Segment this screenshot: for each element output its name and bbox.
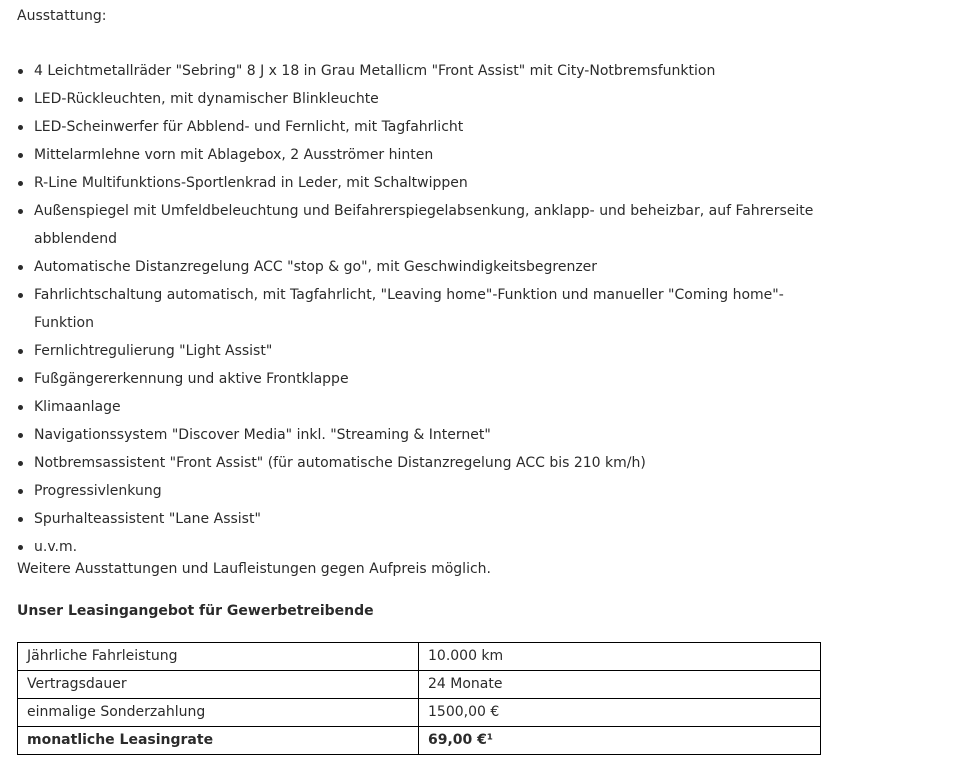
feature-item bbox=[17, 477, 826, 505]
bullet-icon bbox=[18, 97, 23, 102]
table-cell-label: Vertragsdauer bbox=[18, 671, 419, 699]
bullet-icon bbox=[18, 69, 23, 74]
bullet-icon bbox=[18, 293, 23, 298]
feature-text: Notbremsassistent "Front Assist" (für automatische Distanzregelung ACC bis 210 km/h) bbox=[34, 455, 646, 471]
bullet-icon bbox=[18, 461, 23, 466]
table-cell-value: 69,00 €¹ bbox=[419, 727, 821, 755]
feature-text: Automatische Distanzregelung ACC "stop & go", mit Geschwindigkeitsbegrenzer bbox=[34, 259, 598, 275]
feature-item bbox=[17, 85, 826, 113]
bullet-icon bbox=[18, 377, 23, 382]
bullet-icon bbox=[18, 405, 23, 410]
feature-item bbox=[17, 197, 826, 253]
feature-item bbox=[17, 113, 826, 141]
feature-text: Navigationssystem "Discover Media" inkl. "Streaming & Internet" bbox=[34, 427, 491, 443]
leasing-table bbox=[17, 642, 821, 755]
bullet-icon bbox=[18, 265, 23, 270]
feature-text: LED-Rückleuchten, mit dynamischer Blinkleuchte bbox=[34, 91, 379, 107]
bullet-icon bbox=[18, 433, 23, 438]
feature-item bbox=[17, 393, 826, 421]
table-cell-label: monatliche Leasingrate bbox=[18, 727, 419, 755]
feature-text: Außenspiegel mit Umfeldbeleuchtung und Beifahrerspiegelabsenkung, anklapp- und beheizbar, auf Fahrerseite abblendend bbox=[34, 203, 814, 247]
feature-item bbox=[17, 505, 826, 533]
feature-text: Fernlichtregulierung "Light Assist" bbox=[34, 343, 273, 359]
bullet-icon bbox=[18, 349, 23, 354]
feature-item bbox=[17, 449, 826, 477]
feature-item bbox=[17, 57, 826, 85]
table-row bbox=[18, 671, 821, 699]
extra-equipment-note: Weitere Ausstattungen und Laufleistungen gegen Aufpreis möglich. bbox=[17, 561, 491, 577]
table-cell-label: einmalige Sonderzahlung bbox=[18, 699, 419, 727]
spacer bbox=[17, 27, 917, 57]
feature-item bbox=[17, 533, 826, 561]
feature-item bbox=[17, 253, 826, 281]
feature-text: Spurhalteassistent "Lane Assist" bbox=[34, 511, 261, 527]
table-row bbox=[18, 699, 821, 727]
feature-text: Mittelarmlehne vorn mit Ablagebox, 2 Ausströmer hinten bbox=[34, 147, 434, 163]
feature-text: Klimaanlage bbox=[34, 399, 121, 415]
vehicle-description bbox=[17, 5, 917, 622]
bullet-icon bbox=[18, 517, 23, 522]
table-row bbox=[18, 727, 821, 755]
bullet-icon bbox=[18, 545, 23, 550]
feature-item bbox=[17, 337, 826, 365]
feature-text: Fahrlichtschaltung automatisch, mit Tagfahrlicht, "Leaving home"-Funktion und manueller "Coming home"-Funktion bbox=[34, 287, 784, 331]
feature-list bbox=[17, 57, 917, 561]
equipment-heading: Ausstattung: bbox=[17, 8, 107, 24]
feature-text: 4 Leichtmetallräder "Sebring" 8 J x 18 in Grau Metallicm "Front Assist" mit City-Notbremsfunktion bbox=[34, 63, 716, 79]
feature-text: R-Line Multifunktions-Sportlenkrad in Leder, mit Schaltwippen bbox=[34, 175, 468, 191]
feature-item bbox=[17, 141, 826, 169]
bullet-icon bbox=[18, 153, 23, 158]
feature-text: Progressivlenkung bbox=[34, 483, 162, 499]
feature-text: u.v.m. bbox=[34, 539, 78, 555]
bullet-icon bbox=[18, 489, 23, 494]
feature-item bbox=[17, 281, 826, 337]
bullet-icon bbox=[18, 209, 23, 214]
feature-item bbox=[17, 365, 826, 393]
table-cell-value: 10.000 km bbox=[419, 643, 821, 671]
feature-text: LED-Scheinwerfer für Abblend- und Fernlicht, mit Tagfahrlicht bbox=[34, 119, 464, 135]
table-cell-value: 1500,00 € bbox=[419, 699, 821, 727]
feature-text: Fußgängererkennung und aktive Frontklappe bbox=[34, 371, 349, 387]
feature-item bbox=[17, 169, 826, 197]
table-row bbox=[18, 643, 821, 671]
leasing-offer-heading: Unser Leasingangebot für Gewerbetreibende bbox=[17, 603, 374, 619]
bullet-icon bbox=[18, 181, 23, 186]
feature-item bbox=[17, 421, 826, 449]
table-cell-label: Jährliche Fahrleistung bbox=[18, 643, 419, 671]
table-cell-value: 24 Monate bbox=[419, 671, 821, 699]
bullet-icon bbox=[18, 125, 23, 130]
